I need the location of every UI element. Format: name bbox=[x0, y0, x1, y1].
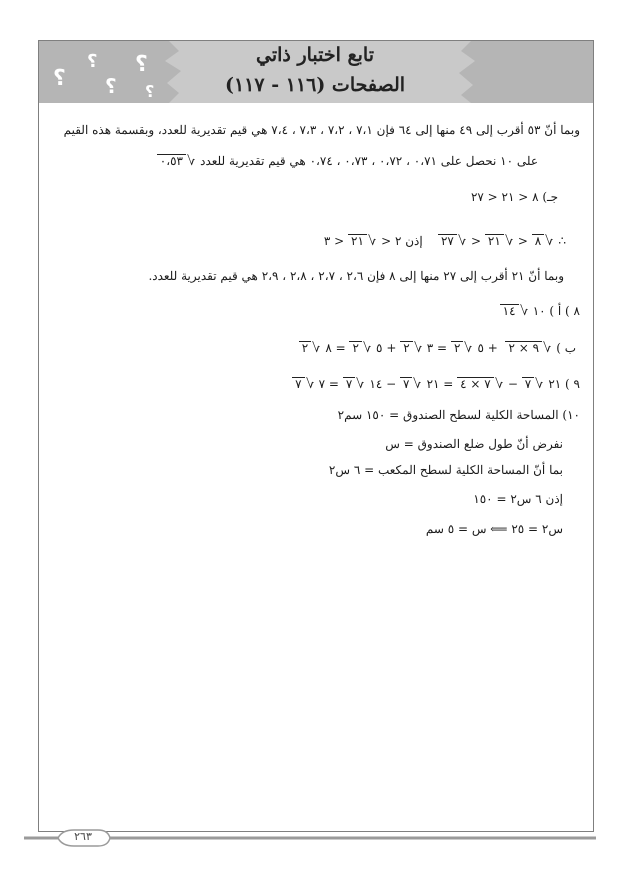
text-line-2 bbox=[157, 154, 538, 169]
radical-icon: √ bbox=[312, 341, 321, 356]
svg-text:؟: ؟ bbox=[145, 82, 155, 101]
root-value: ٧ bbox=[343, 377, 355, 391]
page-number: ٢٦٣ bbox=[74, 830, 92, 843]
text-line-4 bbox=[324, 234, 566, 249]
root-value: ٠،٥٣ bbox=[157, 154, 186, 168]
line-2-text: على ١٠ نحصل على ٠،٧١ ، ٠،٧٢ ، ٠،٧٣ ، ٠،٧٤ هي قيم تقديرية للعدد bbox=[200, 154, 538, 168]
root-value: ٧ bbox=[522, 377, 534, 391]
radical-icon: √ bbox=[494, 377, 504, 392]
page-subtitle: الصفحات (١١٦ - ١١٧) bbox=[224, 74, 406, 96]
root-value: ٢ bbox=[299, 341, 311, 355]
root-value: ٢١ bbox=[348, 234, 367, 248]
root-value: ٢١ bbox=[485, 234, 504, 248]
radical-icon: √ bbox=[356, 377, 365, 392]
root-value: ١٤ bbox=[500, 304, 519, 318]
text-line-6 bbox=[500, 304, 580, 319]
text-line-10: نفرض أنّ طول ضلع الصندوق = س bbox=[385, 437, 563, 451]
radical-icon: √ bbox=[519, 304, 528, 319]
root-value: ٧ bbox=[292, 377, 304, 391]
radical-icon: √ bbox=[457, 234, 467, 249]
page-title: تابع اختبار ذاتي bbox=[255, 44, 375, 66]
inline-text: − ١٤ bbox=[369, 377, 397, 391]
inline-text: = ٢١ bbox=[426, 377, 454, 391]
root-value: ٧ bbox=[400, 377, 412, 391]
root-value: ٢ bbox=[400, 341, 412, 355]
text-line-8 bbox=[292, 377, 580, 392]
inline-text: = ٨ bbox=[325, 341, 346, 355]
radical-icon: √ bbox=[305, 377, 314, 392]
text-line-1: وبما أنّ ٥٣ أقرب إلى ٤٩ منها إلى ٦٤ فإن ٧،١ ، ٧،٢ ، ٧،٣ ، ٧،٤ هي قيم تقديرية للعدد، وبقسمة هذه القيم bbox=[63, 123, 580, 137]
inline-text: < ٣ bbox=[323, 234, 345, 248]
root-value: ٧ × ٤ bbox=[457, 377, 494, 391]
inline-text: إذن ٢ < bbox=[381, 234, 423, 248]
question-label: ب ) bbox=[556, 341, 576, 355]
symbol: < bbox=[517, 234, 528, 248]
inline-text: + ٥ bbox=[477, 341, 498, 355]
radical-icon: √ bbox=[464, 341, 473, 356]
radical-icon: √ bbox=[362, 341, 372, 356]
radical-icon: √ bbox=[543, 341, 552, 356]
inline-text: − bbox=[507, 377, 518, 391]
svg-text:؟: ؟ bbox=[53, 66, 66, 91]
radical-icon: √ bbox=[545, 234, 554, 249]
radical-icon: √ bbox=[535, 377, 544, 392]
text-line-13: س٢ = ٢٥ ⟸ س = ٥ سم bbox=[425, 522, 563, 536]
root-value: ٩ × ٢ bbox=[505, 341, 542, 355]
question-label: ٩ ) ٢١ bbox=[548, 377, 580, 391]
root-value: ٨ bbox=[532, 234, 544, 248]
root-value: ٢ bbox=[349, 341, 361, 355]
radical-icon: √ bbox=[413, 341, 422, 356]
root-value: ٢ bbox=[451, 341, 463, 355]
text-line-7 bbox=[299, 341, 576, 356]
question-label: ٨ ) أ ) ١٠ bbox=[532, 304, 580, 318]
inline-text: = ٧ bbox=[318, 377, 339, 391]
text-line-12: إذن ٦ س٢ = ١٥٠ bbox=[473, 492, 563, 506]
text-line-9: ١٠) المساحة الكلية لسطح الصندوق = ١٥٠ سم٢ bbox=[337, 408, 580, 422]
inline-text: = ٣ bbox=[426, 341, 448, 355]
svg-text:؟: ؟ bbox=[105, 74, 117, 98]
text-line-3: جـ) ٨ < ٢١ < ٢٧ bbox=[470, 190, 558, 204]
radical-icon: √ bbox=[187, 154, 196, 169]
therefore-symbol: ∴ bbox=[558, 234, 566, 248]
root-value: ٢٧ bbox=[438, 234, 457, 248]
svg-text:؟: ؟ bbox=[87, 51, 98, 72]
radical-icon: √ bbox=[367, 234, 377, 249]
text-line-5: وبما أنّ ٢١ أقرب إلى ٢٧ منها إلى ٨ فإن ٢،٦ ، ٢،٧ ، ٢،٨ ، ٢،٩ هي قيم تقديرية للعدد. bbox=[148, 269, 564, 283]
symbol: < bbox=[470, 234, 482, 248]
radical-icon: √ bbox=[413, 377, 422, 392]
svg-text:؟: ؟ bbox=[135, 52, 148, 77]
text-line-11: بما أنّ المساحة الكلية لسطح المكعب = ٦ س٢ bbox=[328, 463, 563, 477]
radical-icon: √ bbox=[504, 234, 514, 249]
inline-text: + ٥ bbox=[376, 341, 397, 355]
